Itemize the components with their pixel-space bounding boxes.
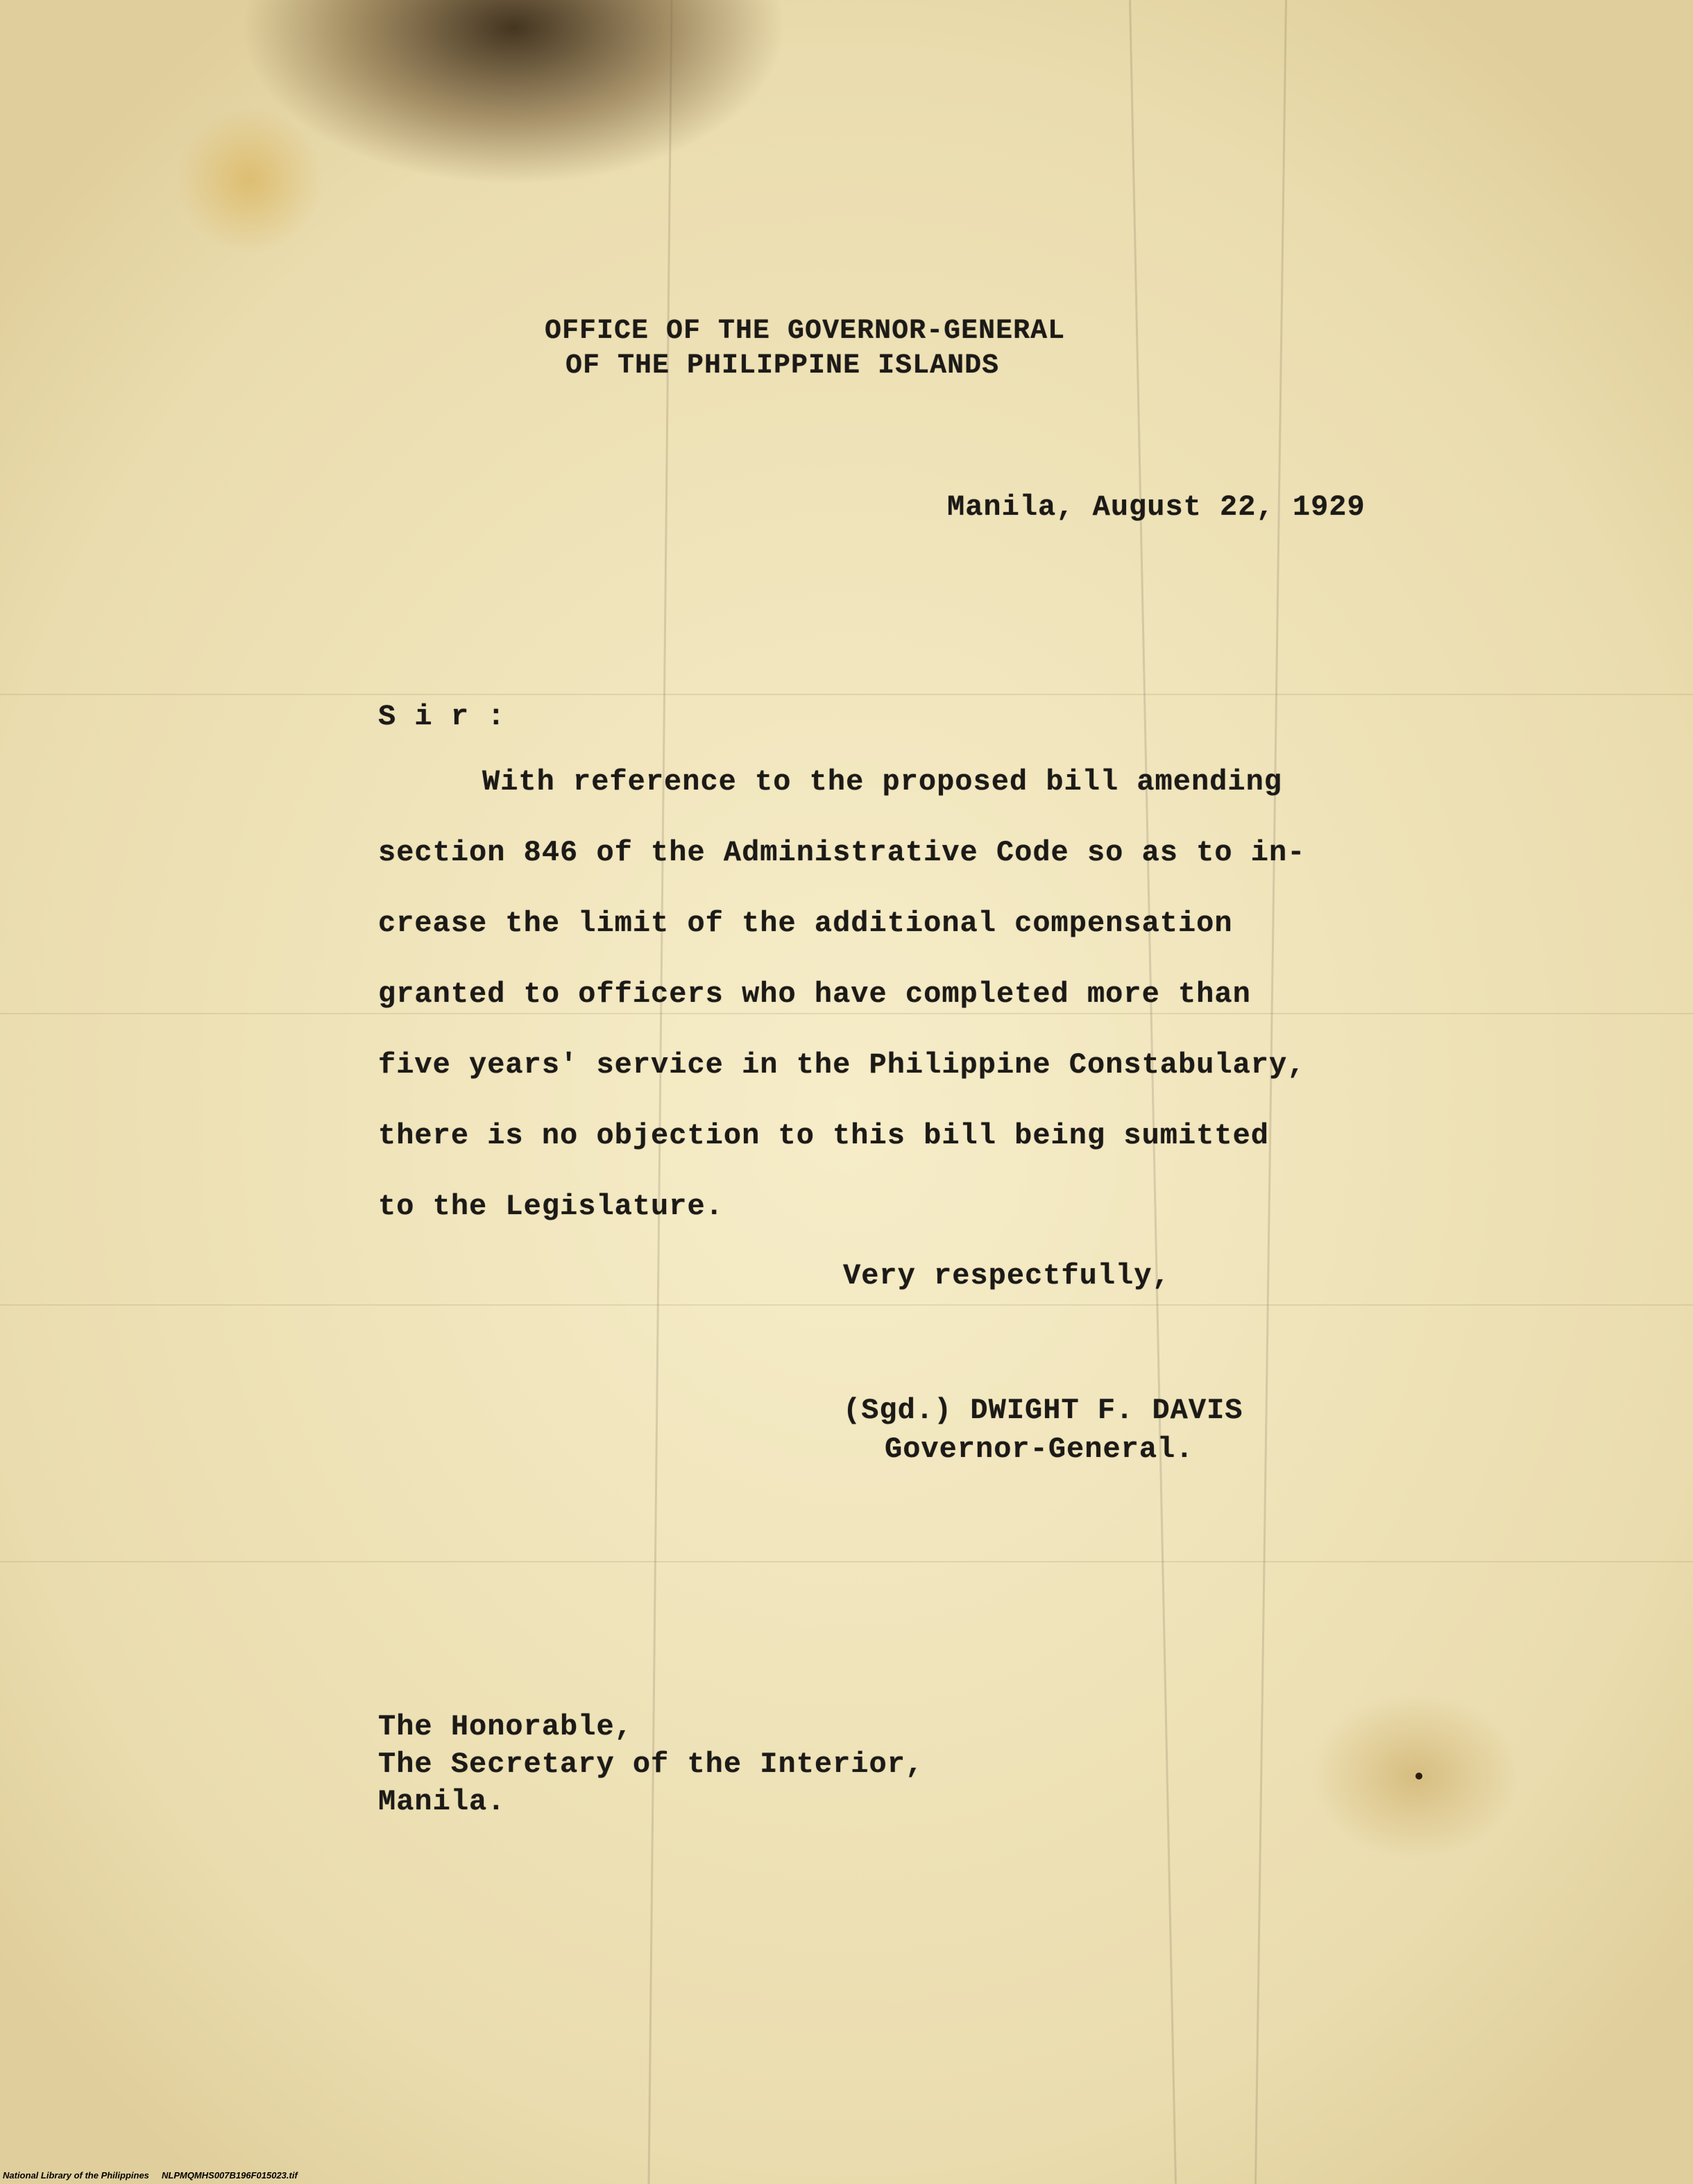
body-line: granted to officers who have completed more than [378, 978, 1251, 1011]
body-line: there is no objection to this bill being sumitted [378, 1119, 1270, 1152]
body-line: crease the limit of the additional compensation [378, 907, 1233, 940]
body-line: five years' service in the Philippine Constabulary, [378, 1048, 1306, 1082]
letter-date: Manila, August 22, 1929 [947, 490, 1366, 524]
paper-wrinkle [0, 694, 1693, 695]
paper-crease [1129, 0, 1177, 2183]
file-id: NLPMQMHS007B196F015023.tif [161, 2170, 298, 2181]
ink-spot [1415, 1773, 1422, 1780]
letterhead-line-1: OFFICE OF THE GOVERNOR-GENERAL [545, 316, 1066, 347]
body-line: With reference to the proposed bill amending [482, 765, 1282, 799]
addressee-line: The Secretary of the Interior, [378, 1748, 924, 1781]
paper-wrinkle [0, 1561, 1693, 1562]
signature-name: (Sgd.) DWIGHT F. DAVIS [843, 1394, 1243, 1427]
closing: Very respectfully, [843, 1259, 1171, 1293]
body-line: section 846 of the Administrative Code so as to in- [378, 836, 1306, 869]
salutation: S i r : [378, 700, 506, 733]
letterhead-line-2: OF THE PHILIPPINE ISLANDS [565, 350, 1000, 382]
archive-footer [3, 2170, 298, 2181]
paper-crease [1254, 0, 1287, 2184]
archive-name: National Library of the Philippines [3, 2170, 149, 2181]
signature-title: Governor-General. [885, 1433, 1194, 1466]
paper-wrinkle [0, 1304, 1693, 1306]
body-line: to the Legislature. [378, 1190, 724, 1223]
paper-wrinkle [0, 1013, 1693, 1014]
addressee-line: The Honorable, [378, 1710, 633, 1743]
addressee-line: Manila. [378, 1785, 506, 1818]
